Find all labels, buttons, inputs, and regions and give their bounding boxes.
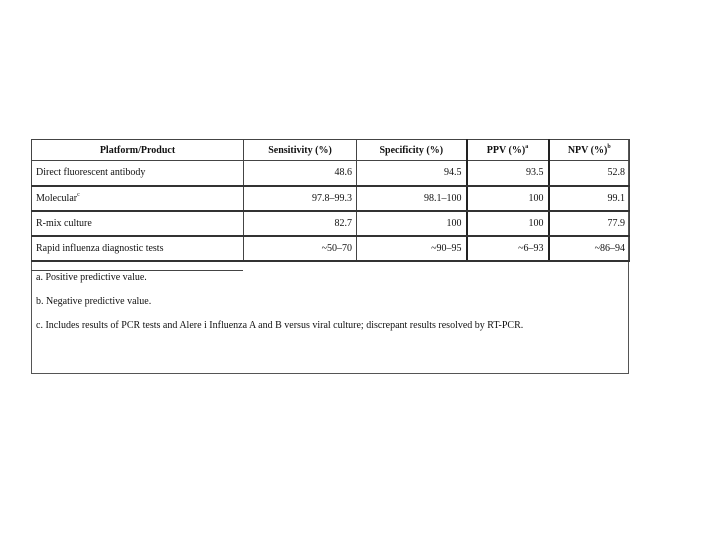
footnote-c: c. Includes results of PCR tests and Alere i Influenza A and B versus viral culture; discrepant results resolved by RT-PCR. [36,320,524,331]
platform-cell: R-mix culture [32,211,244,236]
table-row [32,186,630,211]
table-row [32,161,630,186]
footnote-marker: a [525,143,529,150]
specificity-cell: 100 [357,211,467,236]
header-specificity: Specificity (%) [357,140,467,161]
footnotes [36,271,626,343]
ppv-cell: ~6–93 [467,236,549,261]
performance-table [31,139,630,262]
sensitivity-cell: 82.7 [244,211,357,236]
specificity-cell: 94.5 [357,161,467,186]
npv-cell: 99.1 [549,186,630,211]
header-sensitivity: Sensitivity (%) [244,140,357,161]
ppv-cell: 93.5 [467,161,549,186]
sensitivity-cell: 48.6 [244,161,357,186]
specificity-cell: ~90–95 [357,236,467,261]
table-row [32,236,630,261]
ppv-cell: 100 [467,186,549,211]
table-row [32,211,630,236]
header-npv: NPV (%)$^b$ [549,140,630,161]
footnote-a: a. Positive predictive value. [36,272,147,283]
platform-cell: Molecular$^c$ [32,186,244,211]
npv-cell: 77.9 [549,211,630,236]
npv-cell: ~86–94 [549,236,630,261]
sensitivity-cell: 97.8–99.3 [244,186,357,211]
table-header-row [32,140,630,161]
footnote-marker: c [77,191,80,198]
footnote-b: b. Negative predictive value. [36,296,152,307]
header-ppv: PPV (%)$^a$ [467,140,549,161]
platform-cell: Direct fluorescent antibody [32,161,244,186]
header-platform: Platform/Product [32,140,244,161]
sensitivity-cell: ~50–70 [244,236,357,261]
ppv-cell: 100 [467,211,549,236]
platform-cell: Rapid influenza diagnostic tests [32,236,244,261]
npv-cell: 52.8 [549,161,630,186]
footnote-marker: b [607,143,611,150]
specificity-cell: 98.1–100 [357,186,467,211]
